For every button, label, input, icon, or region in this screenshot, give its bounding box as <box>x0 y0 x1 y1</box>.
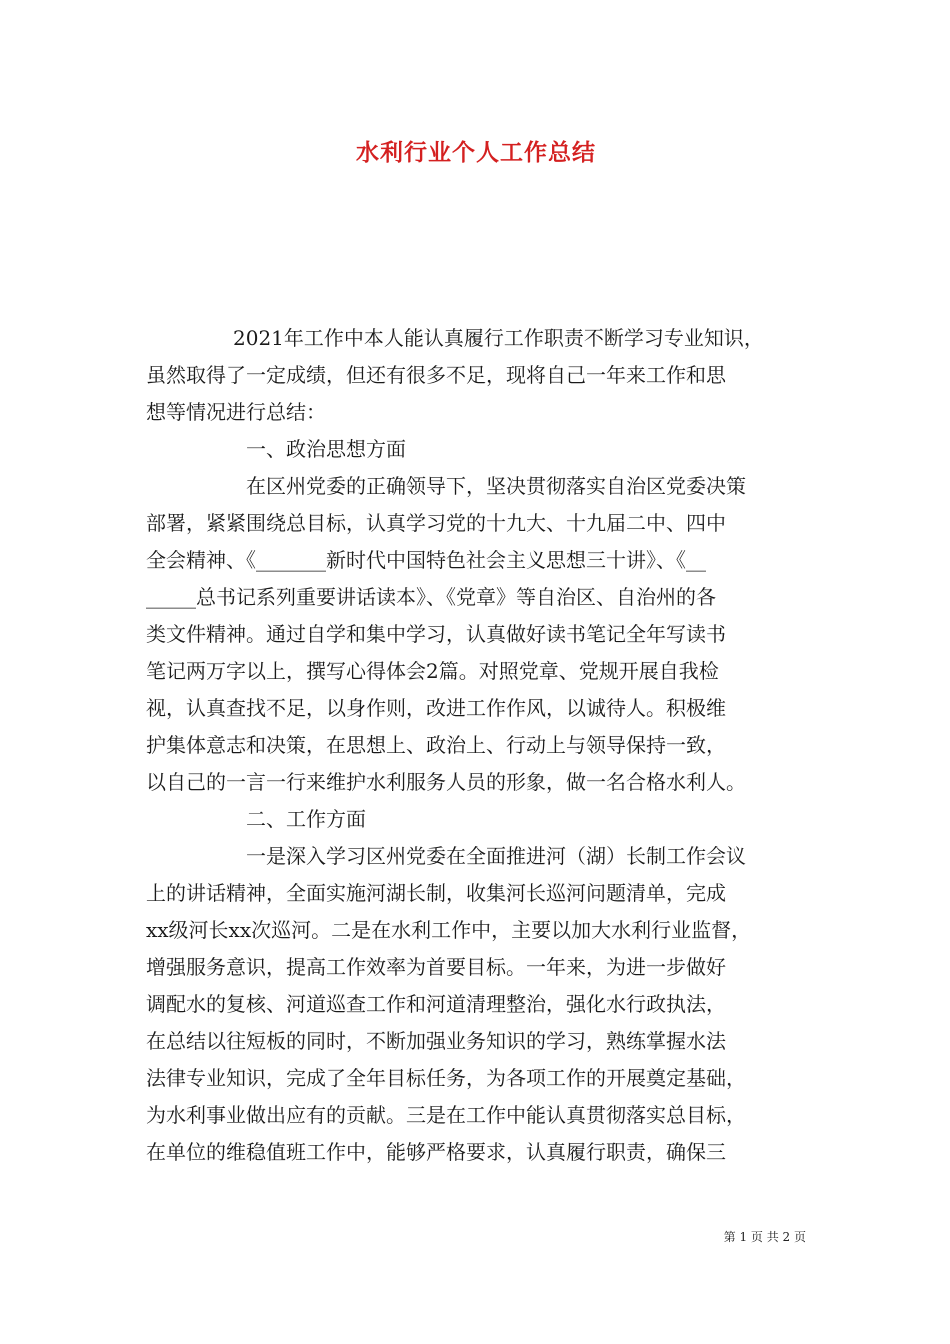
paragraph-line: 护集体意志和决策，在思想上、政治上、行动上与领导保持一致， <box>146 733 726 757</box>
section-heading: 二、工作方面 <box>246 807 366 831</box>
paragraph-line: 上的讲话精神，全面实施河湖长制，收集河长巡河问题清单，完成 <box>146 881 726 905</box>
paragraph-line: 笔记两万字以上，撰写心得体会2篇。对照党章、党规开展自我检 <box>146 659 719 683</box>
paragraph-line: 一是深入学习区州党委在全面推进河（湖）长制工作会议 <box>246 844 746 868</box>
paragraph-line: 在单位的维稳值班工作中，能够严格要求，认真履行职责，确保三 <box>146 1140 726 1164</box>
paragraph-line: xx级河长xx次巡河。二是在水利工作中，主要以加大水利行业监督， <box>146 918 752 942</box>
document-body <box>146 320 826 1171</box>
paragraph-line: 为水利事业做出应有的贡献。三是在工作中能认真贯彻落实总目标， <box>146 1103 746 1127</box>
paragraph-line: _____总书记系列重要讲话读本》、《党章》等自治区、自治州的各 <box>146 585 716 609</box>
paragraph-line: 全会精神、《_______新时代中国特色社会主义思想三十讲》、《__ <box>146 548 706 572</box>
section-heading: 一、政治思想方面 <box>246 437 406 461</box>
paragraph-line: 2021年工作中本人能认真履行工作职责不断学习专业知识， <box>233 326 764 350</box>
page-number-footer: 第 1 页 共 2 页 <box>723 1230 806 1244</box>
paragraph-line: 类文件精神。通过自学和集中学习，认真做好读书笔记全年写读书 <box>146 622 726 646</box>
document-title: 水利行业个人工作总结 <box>356 140 596 166</box>
paragraph-line: 想等情况进行总结： <box>146 400 326 424</box>
paragraph-line: 在区州党委的正确领导下，坚决贯彻落实自治区党委决策 <box>246 474 746 498</box>
paragraph-line: 调配水的复核、河道巡查工作和河道清理整治，强化水行政执法， <box>146 992 726 1016</box>
paragraph-line: 部署，紧紧围绕总目标，认真学习党的十九大、十九届二中、四中 <box>146 511 726 535</box>
paragraph-line: 虽然取得了一定成绩，但还有很多不足，现将自己一年来工作和思 <box>146 363 726 387</box>
paragraph-line: 以自己的一言一行来维护水利服务人员的形象，做一名合格水利人。 <box>146 770 746 794</box>
paragraph-line: 增强服务意识，提高工作效率为首要目标。一年来，为进一步做好 <box>146 955 726 979</box>
paragraph-line: 在总结以往短板的同时，不断加强业务知识的学习，熟练掌握水法 <box>146 1029 726 1053</box>
paragraph-line: 视，认真查找不足，以身作则，改进工作作风，以诚待人。积极维 <box>146 696 726 720</box>
paragraph-line: 法律专业知识，完成了全年目标任务，为各项工作的开展奠定基础， <box>146 1066 746 1090</box>
